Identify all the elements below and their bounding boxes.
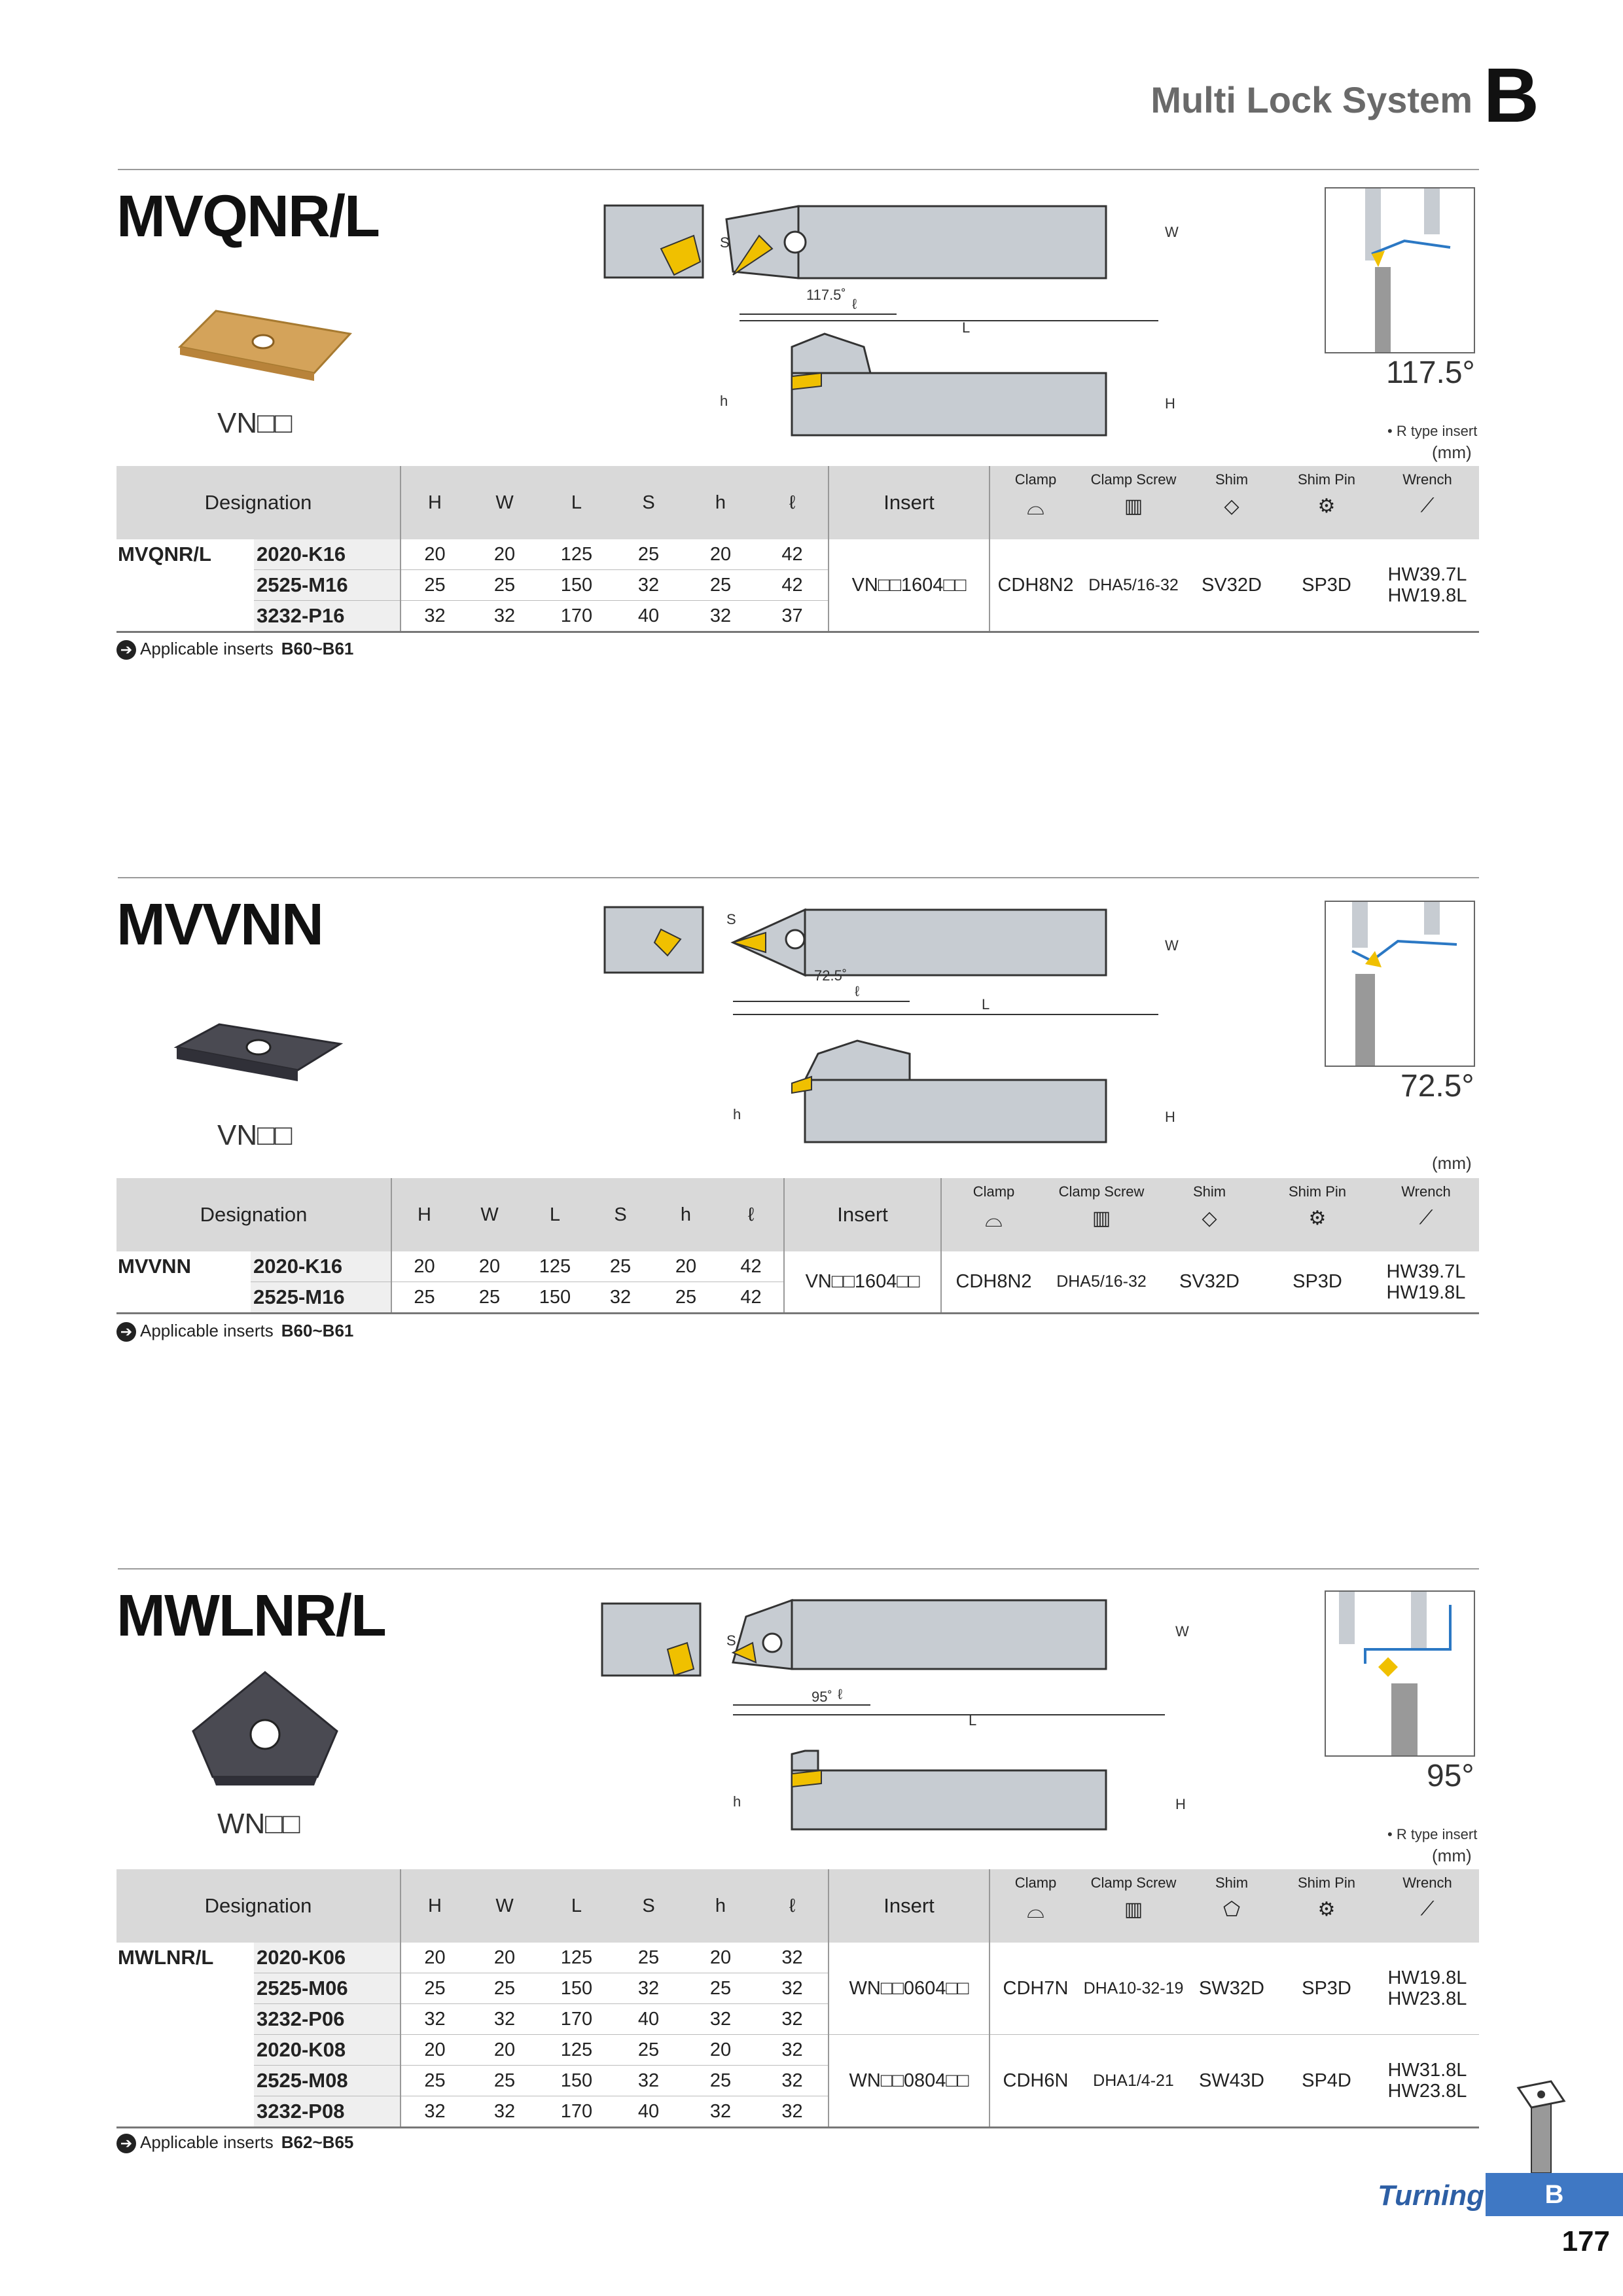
- col-W: W: [457, 1178, 522, 1251]
- col-H: H: [401, 1869, 469, 1943]
- col-L: L: [541, 466, 613, 539]
- tool-drawing: [596, 1590, 1211, 1839]
- dim-S: S: [720, 234, 730, 251]
- model-title: MVQNR/L: [116, 184, 379, 249]
- col-l: ℓ: [757, 1869, 829, 1943]
- col-insert: Insert: [784, 1178, 941, 1251]
- pin-icon: ⚙: [1317, 1899, 1336, 1920]
- angle-value: 95°: [1427, 1759, 1474, 1793]
- clamp-icon: ⌓: [985, 1207, 1003, 1232]
- insert-label: VN□□: [217, 407, 293, 439]
- arrow-right-icon: ➔: [116, 1322, 136, 1342]
- section-divider: [118, 877, 1479, 878]
- spec-table: [116, 1869, 1479, 2128]
- col-wrench: Wrench ⟋: [1376, 466, 1479, 539]
- spec-table: [116, 1178, 1479, 1314]
- tool-drawing: [596, 903, 1211, 1152]
- page-number: 177: [1561, 2225, 1610, 2257]
- header-title: Multi Lock System: [1150, 79, 1472, 120]
- tool-drawing: [596, 190, 1211, 445]
- wrench-icon: ⟋: [1420, 1898, 1435, 1920]
- table-row: 2020-K08 20 20 125 25 20 32 WN□□0804□□ CDH6N DHA1/4-21 SW43D SP4D HW31.8L HW23.8L: [116, 2035, 1479, 2066]
- col-l: ℓ: [757, 466, 829, 539]
- screw-icon: ▥: [1124, 495, 1143, 517]
- col-clamp: Clamp ⌓: [941, 1178, 1046, 1251]
- angle-value: 117.5°: [1386, 355, 1475, 390]
- angle-diagram: [1325, 1590, 1475, 1757]
- insert-image: [190, 1669, 340, 1787]
- insert-label: WN□□: [217, 1808, 300, 1840]
- col-H: H: [391, 1178, 457, 1251]
- table-row: MVQNR/L 2020-K16 20 20 125 25 20 42 VN□□1604□□ CDH8N2 DHA5/16-32 SV32D SP3D HW39.7L HW19.8L: [116, 539, 1479, 570]
- col-insert: Insert: [829, 1869, 990, 1943]
- dim-h: h: [733, 1106, 741, 1122]
- col-shim: Shim ◇: [1157, 1178, 1262, 1251]
- col-S: S: [613, 1869, 685, 1943]
- col-clamp-screw: Clamp Screw ▥: [1046, 1178, 1157, 1251]
- angle-diagram: [1325, 187, 1475, 353]
- section-divider: [118, 1568, 1479, 1570]
- dim-W: W: [1165, 937, 1179, 954]
- col-shim: Shim ◇: [1186, 466, 1277, 539]
- pin-icon: ⚙: [1317, 495, 1336, 517]
- col-designation: Designation: [116, 1869, 401, 1943]
- col-H: H: [401, 466, 469, 539]
- col-W: W: [469, 1869, 541, 1943]
- wrench-icon: ⟋: [1419, 1207, 1433, 1229]
- col-designation: Designation: [116, 466, 401, 539]
- model-title: MWLNR/L: [116, 1583, 385, 1649]
- applicable-inserts[interactable]: ➔ Applicable inserts B60~B61: [116, 639, 353, 660]
- applicable-inserts[interactable]: ➔ Applicable inserts B60~B61: [116, 1321, 353, 1342]
- dim-angle: 95˚: [812, 1689, 832, 1705]
- shim-icon: ◇: [1224, 495, 1240, 517]
- col-clamp: Clamp ⌓: [990, 1869, 1081, 1943]
- section-divider: [118, 169, 1479, 170]
- dim-L: L: [982, 996, 990, 1013]
- dim-H: H: [1165, 395, 1175, 412]
- model-title: MVVNN: [116, 892, 323, 958]
- insert-label: VN□□: [217, 1119, 293, 1151]
- col-W: W: [469, 466, 541, 539]
- col-S: S: [588, 1178, 653, 1251]
- shim-icon: ⬠: [1222, 1899, 1241, 1920]
- dim-S: S: [726, 911, 736, 927]
- pin-icon: ⚙: [1308, 1208, 1327, 1229]
- table-row: 2525-M08 25 25 150 32 25 32: [116, 2066, 1479, 2096]
- table-row: 3232-P06 32 32 170 40 32 32: [116, 2004, 1479, 2035]
- section-letter: B: [1483, 52, 1539, 139]
- col-h: h: [653, 1178, 719, 1251]
- insert-image: [173, 1021, 344, 1086]
- col-wrench: Wrench ⟋: [1373, 1178, 1479, 1251]
- dim-W: W: [1165, 224, 1179, 240]
- insert-image: [177, 308, 353, 386]
- shim-icon: ◇: [1202, 1208, 1217, 1229]
- dim-angle: 72.5˚: [814, 967, 847, 984]
- col-l: ℓ: [719, 1178, 784, 1251]
- screw-icon: ▥: [1092, 1208, 1111, 1229]
- dim-S: S: [726, 1632, 736, 1649]
- col-clamp-screw: Clamp Screw ▥: [1081, 466, 1186, 539]
- col-clamp: Clamp ⌓: [990, 466, 1081, 539]
- unit-label: (mm): [1432, 1846, 1472, 1865]
- table-row: 2525-M06 25 25 150 32 25 32: [116, 1973, 1479, 2004]
- col-insert: Insert: [829, 466, 990, 539]
- insert-note: • R type insert: [1387, 423, 1478, 439]
- dim-H: H: [1165, 1109, 1175, 1125]
- col-h: h: [685, 1869, 757, 1943]
- footer-tab[interactable]: B: [1486, 2173, 1623, 2216]
- dim-W: W: [1175, 1623, 1189, 1640]
- table-row: 2525-M16 25 25 150 32 25 42: [116, 570, 1479, 601]
- dim-l: ℓ: [855, 983, 860, 999]
- unit-label: (mm): [1432, 1153, 1472, 1173]
- footer-section-name: Turning: [1378, 2179, 1484, 2212]
- dim-l: ℓ: [838, 1686, 843, 1702]
- col-L: L: [522, 1178, 588, 1251]
- dim-L: L: [962, 319, 971, 336]
- screw-icon: ▥: [1124, 1899, 1143, 1920]
- col-S: S: [613, 466, 685, 539]
- dim-l: ℓ: [852, 296, 857, 312]
- clamp-icon: ⌓: [1027, 1898, 1044, 1923]
- angle-diagram: [1325, 901, 1475, 1067]
- dim-L: L: [969, 1712, 977, 1729]
- arrow-right-icon: ➔: [116, 2134, 136, 2153]
- dim-h: h: [733, 1793, 741, 1810]
- col-shim-pin: Shim Pin ⚙: [1262, 1178, 1373, 1251]
- table-row: MWLNR/L 2020-K06 20 20 125 25 20 32 WN□□0604□□ CDH7N DHA10-32-19 SW32D SP3D HW19.8L HW23.8L: [116, 1943, 1479, 1973]
- angle-value: 72.5°: [1400, 1069, 1474, 1103]
- table-row: 3232-P16 32 32 170 40 32 37: [116, 601, 1479, 632]
- col-wrench: Wrench ⟋: [1376, 1869, 1479, 1943]
- unit-label: (mm): [1432, 442, 1472, 462]
- applicable-inserts[interactable]: ➔ Applicable inserts B62~B65: [116, 2132, 353, 2153]
- col-h: h: [685, 466, 757, 539]
- table-row: 2525-M16 25 25 150 32 25 42: [116, 1282, 1479, 1314]
- insert-note: • R type insert: [1387, 1826, 1478, 1842]
- col-designation: Designation: [116, 1178, 391, 1251]
- col-shim: Shim ⬠: [1186, 1869, 1277, 1943]
- clamp-icon: ⌓: [1027, 495, 1044, 520]
- spec-table: [116, 466, 1479, 633]
- arrow-right-icon: ➔: [116, 640, 136, 660]
- turning-tool-icon: [1505, 2075, 1577, 2173]
- col-L: L: [541, 1869, 613, 1943]
- table-row: MVVNN 2020-K16 20 20 125 25 20 42 VN□□1604□□ CDH8N2 DHA5/16-32 SV32D SP3D HW39.7L HW19.8L: [116, 1251, 1479, 1282]
- wrench-icon: ⟋: [1420, 495, 1435, 516]
- dim-h: h: [720, 393, 728, 409]
- table-row: 3232-P08 32 32 170 40 32 32: [116, 2096, 1479, 2128]
- dim-angle: 117.5˚: [806, 287, 846, 303]
- col-shim-pin: Shim Pin ⚙: [1277, 466, 1376, 539]
- dim-H: H: [1175, 1796, 1186, 1812]
- col-shim-pin: Shim Pin ⚙: [1277, 1869, 1376, 1943]
- col-clamp-screw: Clamp Screw ▥: [1081, 1869, 1186, 1943]
